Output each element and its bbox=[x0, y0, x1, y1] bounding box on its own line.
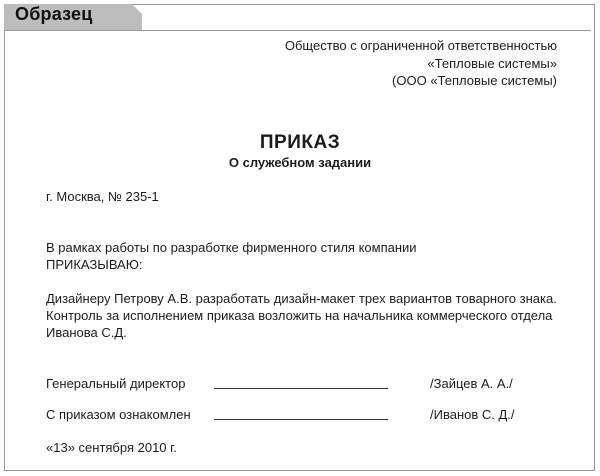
organization-line-3: (ООО «Тепловые системы) bbox=[392, 73, 557, 88]
order-line-2: Контроль за исполнением приказа возложить на начальника коммерческого отдела bbox=[46, 308, 553, 323]
preamble-line-2: ПРИКАЗЫВАЮ: bbox=[46, 257, 143, 272]
order-line-1: Дизайнеру Петрову А.В. разработать дизайн-макет трех вариантов товарного знака. bbox=[46, 291, 557, 306]
signature-role-acknowledged: С приказом ознакомлен bbox=[46, 407, 191, 422]
signature-line-director bbox=[214, 388, 388, 389]
organization-block bbox=[285, 37, 557, 90]
document-subtitle: О служебном задании bbox=[228, 155, 372, 170]
organization-line-1: Общество с ограниченной ответственностью bbox=[284, 38, 557, 53]
signature-line-acknowledged bbox=[214, 419, 388, 420]
document-date: «13» сентября 2010 г. bbox=[46, 440, 177, 455]
signature-name-director: /Зайцев А. А./ bbox=[430, 376, 513, 391]
header-divider bbox=[4, 30, 591, 31]
place-and-number: г. Москва, № 235-1 bbox=[46, 189, 159, 204]
order-line-3: Иванова С.Д. bbox=[46, 325, 127, 340]
preamble-line-1: В рамках работы по разработке фирменного стиля компании bbox=[46, 240, 417, 255]
signature-name-acknowledged: /Иванов С. Д./ bbox=[430, 407, 515, 422]
sample-tab-label: Образец bbox=[15, 4, 93, 24]
signature-role-director: Генеральный директор bbox=[46, 376, 186, 391]
organization-line-2: «Тепловые системы» bbox=[427, 55, 557, 71]
document-title: ПРИКАЗ bbox=[259, 132, 341, 153]
